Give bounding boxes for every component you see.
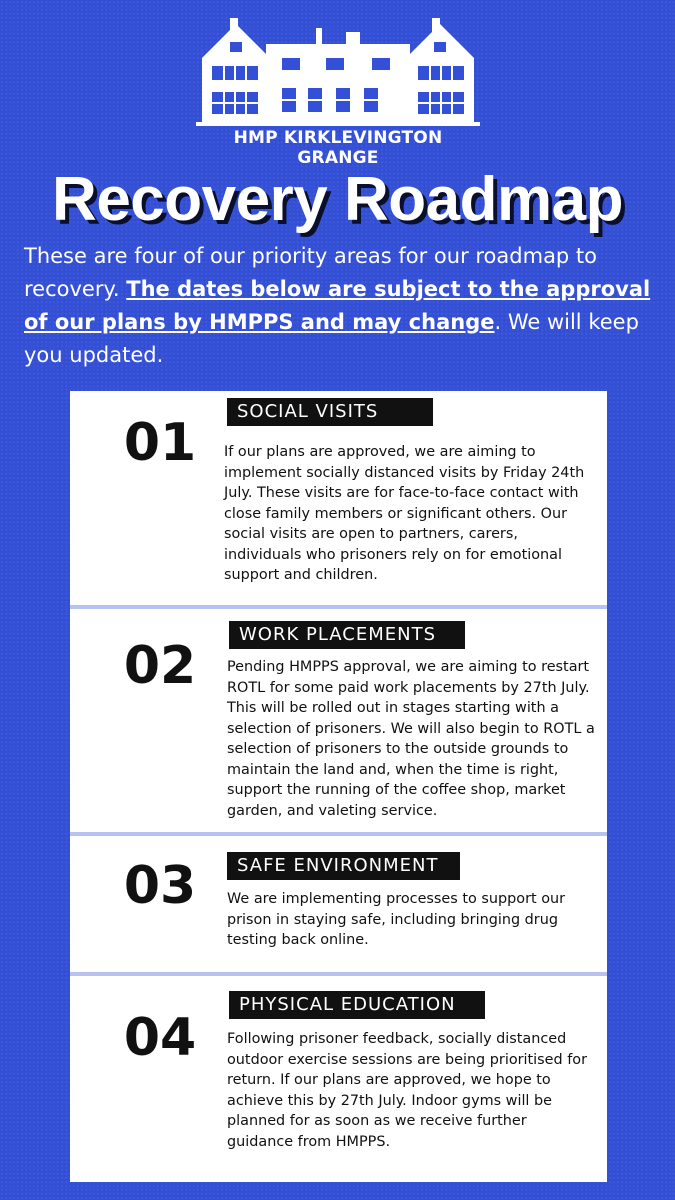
logo-name: HMP KIRKLEVINGTON GRANGE (233, 128, 443, 168)
item-text: Pending HMPPS approval, we are aiming to restart ROTL for some paid work placements by 27th July. This will be rolled out in stages starting with a selection of prisoners. We will also begin to ROTL a selection of prisoners to the outside grounds to maintain the land and, when the time is right, support the running of the coffee shop, market garden, and valeting service. (227, 659, 595, 819)
intro-paragraph (24, 240, 654, 372)
item-label: SAFE ENVIRONMENT (227, 852, 460, 880)
item-text: If our plans are approved, we are aiming to implement socially distanced visits by Friday 24th July. These visits are for face-to-face contact with close family members or significant others. Our social visits are open to partners, carers, individuals who prisoners rely on for emotional support and children. (224, 444, 585, 583)
item-label: PHYSICAL EDUCATION (229, 991, 485, 1019)
roadmap-card-safe-environment (70, 836, 607, 972)
roadmap-card-work-placements (70, 609, 607, 832)
item-number: 02 (123, 636, 197, 696)
building-icon (196, 18, 480, 126)
item-label: SOCIAL VISITS (227, 398, 433, 426)
intro-text: These are four of our priority areas for our roadmap to recovery. (24, 244, 598, 301)
item-number: 01 (123, 413, 197, 473)
item-label: WORK PLACEMENTS (229, 621, 465, 649)
item-number: 04 (123, 1008, 197, 1068)
page-title: Recovery Roadmap (52, 165, 623, 234)
intro-emphasis: The dates below are subject to the approval of our plans by HMPPS and may change (24, 277, 651, 334)
prison-logo (196, 18, 480, 168)
intro-text-end: . We will keep you updated. (24, 310, 639, 367)
roadmap-card-social-visits (70, 391, 607, 605)
item-text: Following prisoner feedback, socially distanced outdoor exercise sessions are being prioritised for return. If our plans are approved, we hope to achieve this by 27th July. Indoor gyms will be planned for as soon as we receive further guidance from HMPPS. (227, 1031, 588, 1150)
roadmap-card-physical-education (70, 976, 607, 1182)
item-text: We are implementing processes to support our prison in staying safe, including bringing drug testing back online. (227, 891, 566, 948)
item-number: 03 (123, 856, 197, 916)
